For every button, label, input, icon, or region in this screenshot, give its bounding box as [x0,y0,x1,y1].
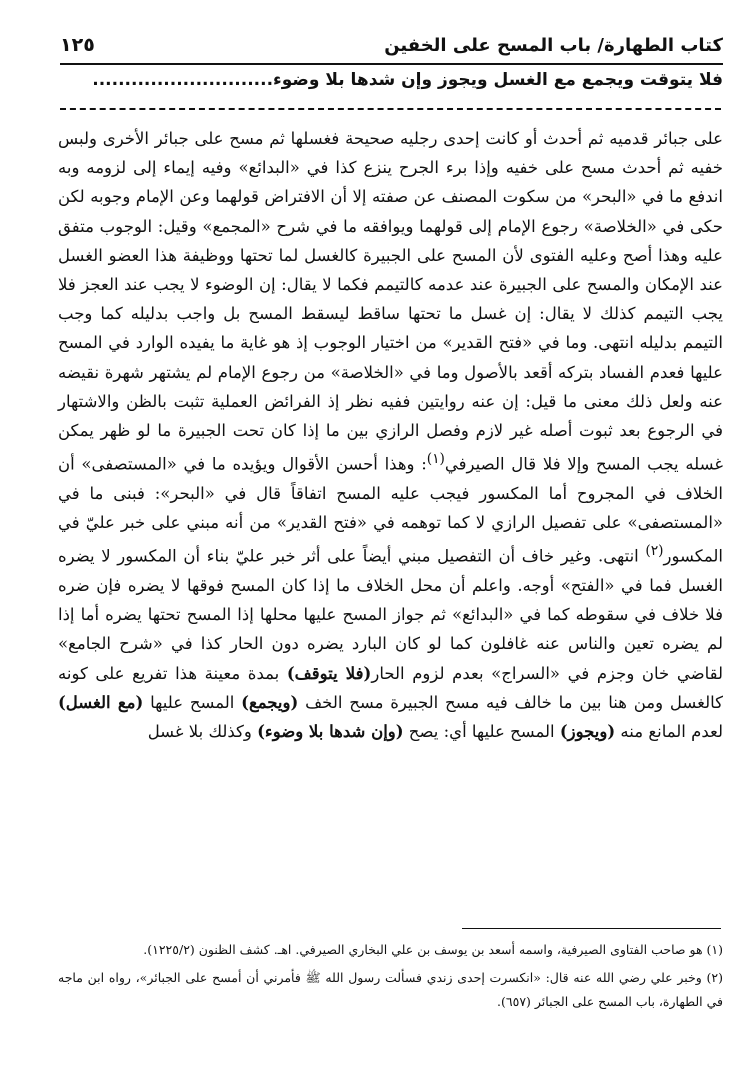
footnotes [58,938,723,1018]
matn-text: فلا يتوقت ويجمع مع الغسل ويجوز وإن شدها بلا وضوء............................ [92,70,723,90]
header-rule [60,63,723,65]
body-segment: لعدم المانع منه [615,722,723,742]
matn-quote: (مع الغسل) [58,692,144,712]
matn-quote: (ويجوز) [559,722,616,742]
matn-quote: (ويجمع) [241,692,299,712]
footnote-2: (٢) وخبر علي رضي الله عنه قال: «انكسرت إحدى زندي فسألت رسول الله ﷺ فأمرني أن أمسح على الجبائر»، رواه ابن ماجه في الطهارة، باب المسح على الجبائر (٦٥٧). [58,970,723,1009]
footnote-ref: (٢) [645,543,664,560]
matn-quote: (فلا يتوقف) [286,663,372,683]
page-number: ١٢٥ [60,34,95,56]
dashed-divider [60,108,721,110]
running-header [60,28,723,62]
footnote-ref: (١) [426,451,445,468]
matn-quote: (وإن شدها بلا وضوء) [257,722,404,742]
body-segment: انتهى. وغير خاف أن التفصيل مبني أيضاً على أثر خبر عليّ بناء أن المكسور لا يضره الغسل فما في «الفتح» أوجه. واعلم أن محل الخلاف ما إذا كان المسح فوقها لا يضره فإن ضره فلا خلاف في سقوطه كما في «البدائع» ثم جواز المسح عليها محلها إذا المسح تحتها يضره أما إذا لم يضره تعين والناس عنه غافلون كما لو كان البارد يضره دون الحار كذا في «شرح الجامع» لقاضي خان وجزم في «السراج» بعدم لزوم الحار [58,546,724,683]
body-segment: المسح عليها [143,692,242,712]
footnote-1: (١) هو صاحب الفتاوى الصيرفية، واسمه أسعد بن يوسف بن علي البخاري الصيرفي. اهـ. كشف الظنون (١٢٢٥/٢). [143,942,723,957]
body-segment: وكذلك بلا غسل [147,722,258,742]
commentary-paragraph [58,124,723,746]
body-segment: المسح عليها أي: يصح [403,722,560,742]
body-segment: : وهذا أحسن الأقوال ويؤيده ما في «المستصفى» أن الخلاف في المجروح أما المكسور فيجب عليه المسح اتفاقاً قال في «البحر»: فبنى ما في «المستصفى» على تفصيل الرازي لا كما توهمه في «فتح القدير» من أنه مبني على خبر عليّ في المكسور [58,454,723,566]
body-segment: بمدة معينة هذا تفريع على كونه كالغسل ومن هنا بين ما خالف فيه مسح الجبيرة مسح الخف [58,663,723,712]
commentary-body [58,124,723,746]
header-title: كتاب الطهارة/ باب المسح على الخفين [384,34,723,56]
body-segment: على جبائر قدميه ثم أحدث أو كانت إحدى رجليه صحيحة فغسلها ثم مسح على جبائر الأخرى ولبس خفيه ثم أحدث مسح على خفيه وإذا برء الجرح ينزع كذا في «البدائع» وفيه إيماء إلى لزومه وبه اندفع ما في «البحر» من سكوت المصنف عن صفته إلا أن الافتراض قولهما وعن الإمام وجوبه لكن حكى في «الخلاصة» رجوع الإمام إلى قولهما ويوافقه ما في شرح «المجمع» وقيل: الوجوب متفق عليه وهذا أصح وعليه الفتوى لأن المسح على الجبيرة كالغسل لما تحتها ووظيفة هذا العضو الغسل عند الإمكان والمسح على الجبيرة عند عدمه كالتيمم فكما لا يقال: إن الوضوء لا يجب عند العجز فلا يجب التيمم كذلك لا يقال: إن غسل ما تحتها ساقط ليسقط المسح بل واجب بدليله كما وجب التيمم بدليله انتهى. وما في «فتح القدير» من اختيار الوجوب إذ هو غاية ما يفيده الوارد في المسح عليها فعدم الفساد بتركه أقعد بالأصول وما في «الخلاصة» من رجوع الإمام لم يشتهر شهرة نقيضه عنه ولعل ذلك معنى ما قيل: إن عنه روايتين ففيه نظر إذ الفرائض العملية تثبت بالظن والاشتهار في الرجوع بعد ثبوت أصله غير لازم وفصل الرازي بين ما إذا كان تحت الجبيرة ما لو ظهر يمكن غسله يجب المسح وإلا فلا قال الصيرفي [58,129,723,474]
footnote-rule [462,928,721,929]
